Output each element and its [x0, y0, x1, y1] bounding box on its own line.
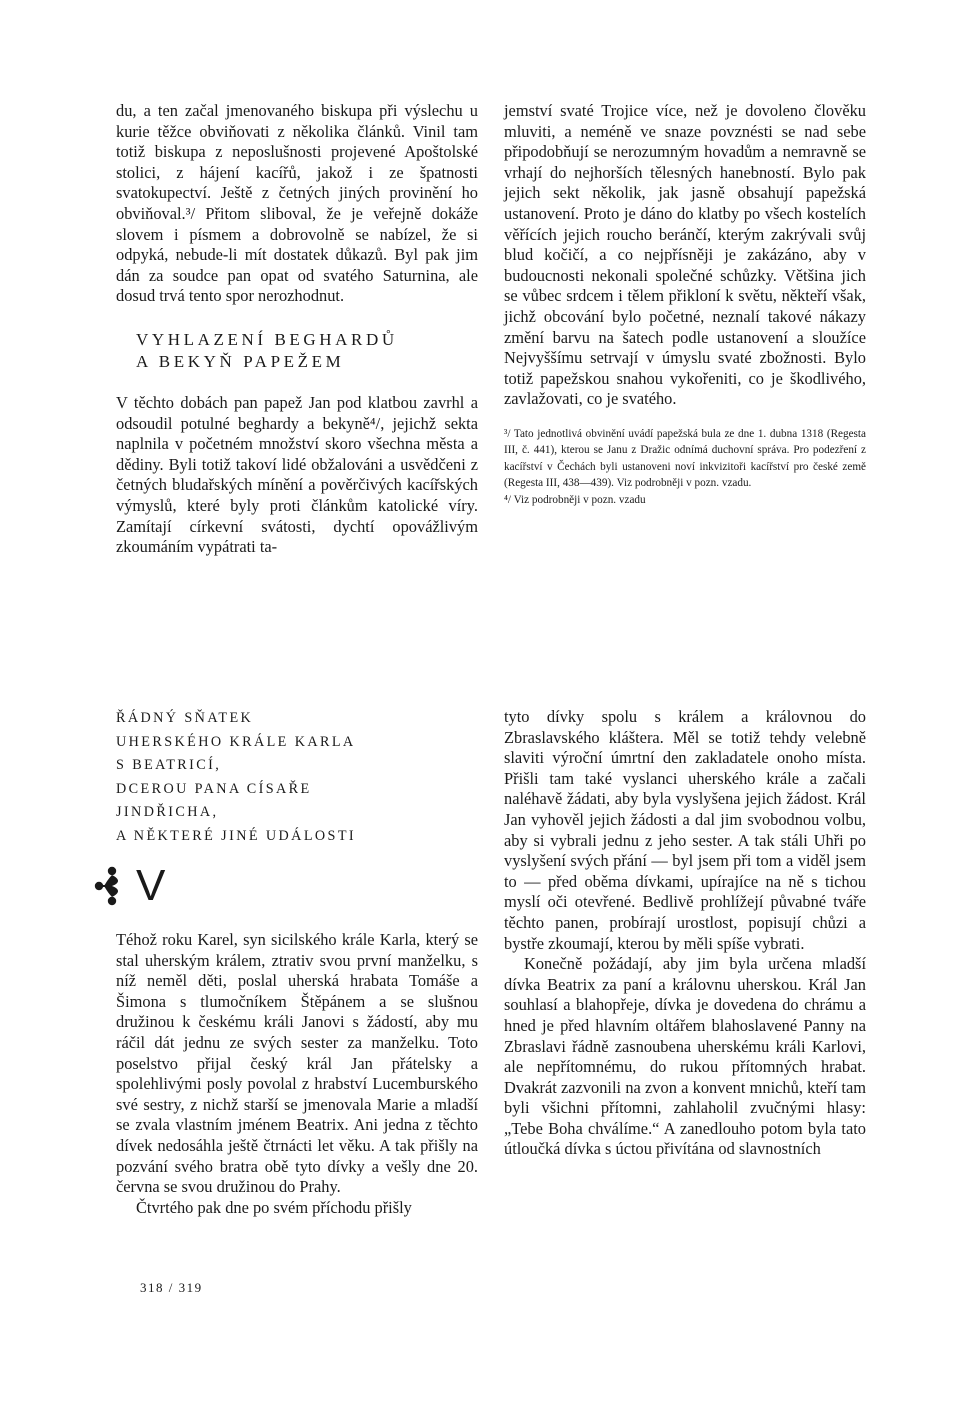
dropcap-row [94, 860, 478, 912]
paragraph: jemství svaté Trojice více, než je dovoleno člověku mluviti, a neméně ve snaze povznésti se nad sebe připodobňují se nerozumným hovadům a nemravně se vrhají do nejhorších tělesných hanebností. Bylo pak jejich sekt několik, jak jasně obsahují papežská ustanovení. Proto je dáno do klatby po všech kostelích věřících jejich roucho beránčí, kterým zakrývali svůj blud kočičí, a co nejpřísněji je zakázáno, aby v budoucnosti nekonali společné schůzky. Většina jich se vůbec srdcem i tělem přikloní k světu, někteří však, jichž obcování bylo početné, neznalí takové nákazy změní barvu na šatech podle ustanovení a sloužíce Nejvyššímu setrvají v úmyslu svaté zbožnosti. Bylo totiž papežskou snahou vykořeniti, co je škodlivého, zavlažovati, co je svatého. [504, 101, 866, 409]
footnote-3: ³/ Tato jednotlivá obvinění uvádí papežská bula ze dne 1. dubna 1318 (Regesta III, č. 441), kterou se Janu z Dražic odnímá duchovní správa. Pro podezření z kacířství v Čechách byli ustanoveni noví inkvizitoři kacířství pro české země (Regesta III, 438—439). Viz podrobněji v pozn. vzadu. [504, 427, 866, 490]
heading-line: JINDŘICHA, [116, 804, 219, 820]
heading-line: VYHLAZENÍ BEGHARDŮ [136, 329, 398, 349]
paragraph: Čtvrtého pak dne po svém příchodu přišly [136, 1197, 412, 1217]
paragraph: Téhož roku Karel, syn sicilského krále Karla, který se stal uherským králem, ztrativ svou první manželku, s níž neměl děti, poslal uherská hrabata Tomáše a Šimona s tlumočníkem Štěpánem a se slušnou družinou k českému králi Janovi s žádostí, aby mu ráčil dát jednu ze svých sester za manželku. Toto poselstvo přijal český král Jan přátelsky a spolehlivými posly povolal z hrabství Lucemburského své sestry, z nichž starší se jmenovala Marie a mladší se zvala vlastním jménem Beatrix. Ani jedna z těchto dívek nedosáhla ještě čtrnácti let věku. A tak přišly na pozvání svého bratra obě tyto dívky a vešly dne 20. června se svou družinou do Prahy. [116, 930, 478, 1197]
heading-line: UHERSKÉHO KRÁLE KARLA [116, 733, 356, 750]
heading-line: ŘÁDNÝ SŇATEK [116, 710, 254, 726]
footnote-4: ⁴/ Viz podrobněji v pozn. vzadu [504, 493, 646, 506]
fleuron-ornament-icon [94, 865, 122, 907]
column-bottom-right [504, 707, 866, 1160]
page-number: 318 / 319 [140, 1280, 203, 1295]
paragraph: tyto dívky spolu s králem a královnou do Zbraslavského kláštera. Měl se totiž tehdy velebně slaviti výroční úmrtní den zakladatele onoho místa. Přišli tam také vyslanci uherského krále a začali naléhavě žádati, aby byla vyslyšena jejich žádost. Král Jan vyhověl jejich žádosti a dal jim svobodnou volbu, aby si vybrali jednu z jeho sester. A tak stáli Uhři po vyslyšení svých přání — byl jsem při tom a viděl jsem to — před oběma dívkami, upírajíce na ně s tichou myslí oči otevřené. Bedlivě prohlížejí půvabné tváře těchto panen, probírají urostlost, popisují chůzi a bystře zkoumají, kterou by měli spíše vybrati. [504, 707, 866, 953]
column-bottom-left [116, 707, 478, 1218]
section-heading-marriage [116, 707, 478, 848]
heading-line: A BEKYŇ PAPEŽEM [136, 351, 345, 371]
heading-line: A NĚKTERÉ JINÉ UDÁLOSTI [116, 827, 357, 844]
paragraph: Konečně požádají, aby jim byla určena mladší dívka Beatrix za paní a královnu uherskou. Král Jan souhlasí a blahopřeje, dívka je dovedena do chrámu a hned je před hlavním oltářem blahoslavené Panny na Zbraslavi řádně zasnoubena uherskému králi Karlovi, ale nepřítomnému, do rukou přítomných hrabat. Dvakrát zazvonili na zvon a konvent mnichů, kteří tam byli všichni přítomni, zahlaholil zvučnými hlasy: „Tebe Boha chválíme.“ A zanedlouho potom byla tato útloučká dívka s úctou přivítána od slavnostních [504, 954, 866, 1159]
paragraph: V těchto dobách pan papež Jan pod klatbou zavrhl a odsoudil potulné beghardy a bekyně⁴/, jejichž sekta naplnila v početném množství skoro všechna města a dědiny. Byli totiž takoví lidé obžalováni a usvědčeni z četných bludařských mínění a pověrčivých kacířských výmyslů, které byly proti článkům katolické víry. Zamítají církevní svátosti, dychtí opovážlivým zkoumáním vypátrati ta- [116, 392, 478, 557]
heading-line: S BEATRICÍ, [116, 757, 222, 773]
column-top-left [116, 101, 478, 558]
column-top-right [504, 101, 866, 508]
section-heading-beghards [136, 329, 478, 373]
dropcap-letter: V [136, 861, 166, 910]
paragraph: du, a ten začal jmenovaného biskupa při výslechu u kurie těžce obviňovati z několika článků. Vinil tam totiž biskupa z neposlušnosti projevené Apoštolské stolici, z hájení kacířů, jakož i ze špatnosti svatokupectví. Ještě z četných jiných provinění ho obviňoval.³/ Přitom sliboval, že je veřejně dokáže slovem i písmem a dobrovolně se nabízel, že si odpyká, nebude-li mít dostatek důkazů. Byl pak jim dán za soudce pan opat od svatého Saturnina, ale dosud trvá tento spor nerozhodnut. [116, 101, 478, 306]
heading-line: DCEROU PANA CÍSAŘE [116, 780, 312, 797]
footnotes [504, 426, 866, 508]
